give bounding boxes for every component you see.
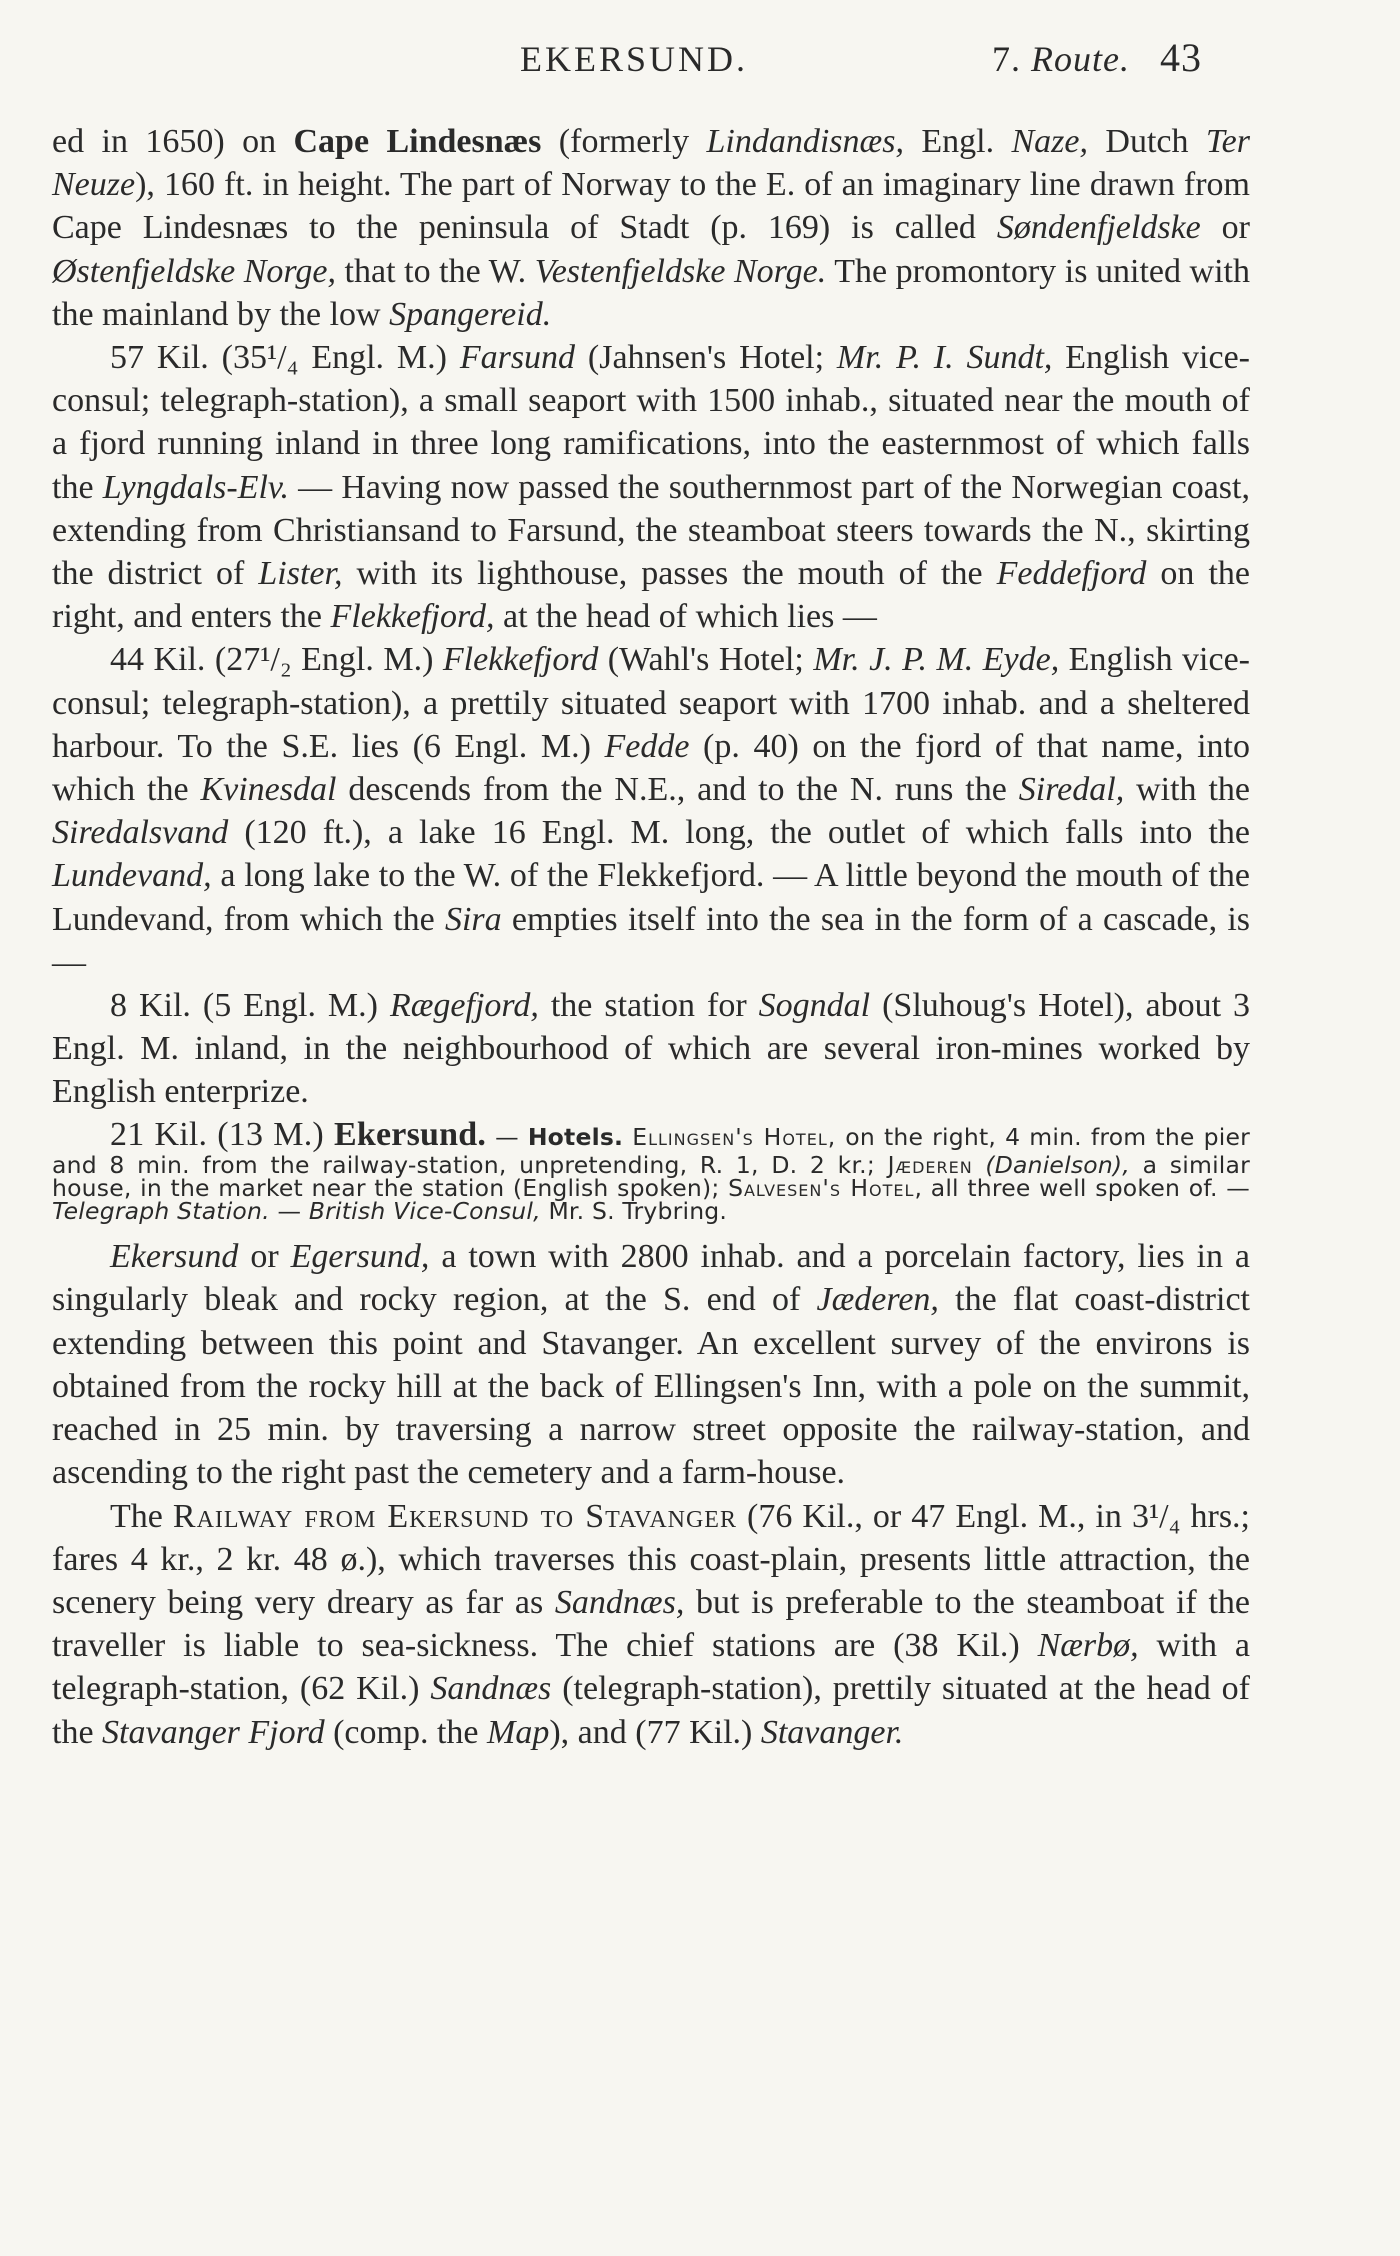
italic-term: Ter Neuze [52, 123, 1251, 204]
text-run: ), and (77 Kil.) [549, 1713, 761, 1751]
bold-term: Cape Lindesnæs [293, 123, 542, 160]
paragraph-cape-lindesnaes [52, 120, 1250, 336]
text-run: — Having now passed the southernmost part of the Norwegian coast, extending from Christiansand to Farsund, the steamboat steers towards the N., skirting the district of [52, 468, 1250, 593]
italic-term: Mr. J. P. M. Eyde, [813, 641, 1060, 679]
text-run: 57 Kil. (35¹/₄ Engl. M.) [110, 339, 460, 377]
italic-term: Spangereid. [389, 295, 552, 333]
italic-term: Nærbø, [1037, 1627, 1139, 1665]
page-body [52, 120, 1250, 1754]
hotels-label: Hotels. [527, 1122, 624, 1151]
italic-term: Telegraph Station. [52, 1197, 270, 1226]
italic-term: Feddefjord [996, 555, 1147, 593]
paragraph-railway [52, 1495, 1250, 1754]
text-run: Engl. [903, 123, 1012, 160]
text-run: a similar house, in the market near the station (English spoken); [52, 1150, 1250, 1202]
railway-name: Railway from Ekersund to Stavanger [172, 1497, 737, 1535]
text-run: a town with 2800 inhab. and a porcelain factory, lies in a singularly bleak and rocky region, at the S. end of [52, 1238, 1251, 1319]
italic-term: Østenfjeldske Norge, [52, 252, 336, 290]
text-run: (Sluhoug's Hotel), about 3 Engl. M. inland, in the neighbourhood of which are several iron-mines worked by English enterprize. [52, 987, 1250, 1111]
text-run: a long lake to the W. of the Flekkefjord. — A little beyond the mouth of the Lundevand, from which the [52, 857, 1250, 938]
place-heading: Ekersund. [334, 1115, 487, 1153]
route-word: Route. [1031, 39, 1130, 79]
text-run: Dutch [1087, 123, 1206, 160]
header-title: EKERSUND. [520, 39, 749, 79]
italic-term: Naze, [1011, 123, 1088, 160]
text-run: ed in 1650) on [52, 123, 294, 160]
text-run: or [238, 1238, 291, 1276]
italic-term: Vestenfjeldske Norge. [534, 252, 827, 290]
text-run: at the head of which lies — [494, 598, 877, 636]
italic-term: Stavanger Fjord [102, 1713, 325, 1751]
paragraph-farsund [52, 336, 1250, 638]
italic-term: Egersund, [290, 1238, 430, 1276]
text-run: with a telegraph-station, (62 Kil.) [52, 1627, 1250, 1708]
text-run: (telegraph-station), prettily situated at the head of the [52, 1670, 1250, 1751]
italic-term: Jæderen, [816, 1281, 939, 1319]
text-run: (Jahnsen's Hotel; [575, 339, 837, 377]
italic-term: Lyngdals-Elv. [102, 468, 289, 506]
italic-term: Siredalsvand [52, 814, 229, 852]
distance-lead: 21 Kil. (13 M.) [110, 1115, 334, 1153]
hotel-name: Ellingsen's Hotel, [632, 1122, 837, 1151]
italic-term: Lister, [258, 555, 343, 593]
text-run: empties itself into the sea in the form of a cascade, is — [52, 900, 1251, 981]
paragraph-flekkefjord [52, 638, 1250, 984]
text-run: that to the W. [335, 252, 535, 290]
text-run: Mr. S. Trybring. [540, 1197, 728, 1226]
hotel-name: Jæderen [887, 1150, 973, 1179]
italic-term: (Danielson), [985, 1150, 1130, 1179]
italic-term: Lindandisnæs, [706, 123, 904, 160]
text-run: with the [1124, 771, 1250, 809]
italic-term: Rægefjord, [389, 987, 539, 1025]
text-run: on the right, 4 min. from the pier and 8 min. from the railway-station, unpretending, R. 1, D. 2 kr.; [52, 1122, 1250, 1179]
italic-term: Farsund [459, 339, 576, 377]
italic-term: Sandnæs, [554, 1583, 685, 1621]
italic-term: Søndenfjeldske [996, 209, 1201, 247]
text-run: on the right, and enters the [52, 555, 1250, 636]
text-run: (formerly [541, 123, 707, 160]
text-run: 8 Kil. (5 Engl. M.) [110, 987, 390, 1025]
text-run: (76 Kil., or 47 Engl. M., in 3¹/₄ hrs.; fares 4 kr., 2 kr. 48 ø.), which traverses this coast-plain, presents little attraction, the scenery being very dreary as far as [52, 1497, 1250, 1621]
italic-term: Stavanger. [760, 1713, 904, 1751]
text-run: or [1200, 209, 1250, 247]
italic-term: Siredal, [1018, 771, 1125, 809]
text-run: with its lighthouse, passes the mouth of the [342, 555, 997, 593]
italic-term: Sogndal [758, 987, 871, 1025]
header-route [992, 38, 1130, 80]
italic-term: Sira [444, 900, 502, 938]
text-run: English vice-consul; telegraph-station), a prettily situated seaport with 1700 inhab. and a sheltered harbour. To the S.E. lies (6 Engl. M.) [52, 641, 1250, 765]
route-number: 7. [992, 39, 1021, 79]
text-run: 44 Kil. (27¹/₂ Engl. M.) [110, 641, 443, 679]
italic-term: Flekkefjord [442, 641, 599, 679]
hotel-name: Salvesen's Hotel [728, 1173, 915, 1202]
text-run: (120 ft.), a lake 16 Engl. M. long, the outlet of which falls into the [228, 814, 1250, 852]
text-run: The promontory is united with the mainland by the low [52, 252, 1251, 333]
text-run: (comp. the [324, 1713, 487, 1751]
italic-term: British Vice-Consul, [308, 1197, 541, 1226]
text-run: the flat coast-district extending between this point and Stavanger. An excellent survey of the environs is obtained from the rocky hill at the back of Ellingsen's Inn, with a pole on the summit, reached in 25 min. by traversing a narrow street opposite the railway-station, and ascending to the right past the cemetery and a farm-house. [52, 1281, 1250, 1492]
text-run: — [486, 1122, 528, 1151]
page-number: 43 [1160, 35, 1202, 80]
text-run: (p. 40) on the fjord of that name, into which the [52, 727, 1250, 809]
text-run: (Wahl's Hotel; [598, 641, 814, 679]
text-run: — [269, 1197, 309, 1226]
text-run: , all three well spoken of. — [914, 1173, 1250, 1202]
italic-term: Fedde [604, 727, 690, 765]
text-run: the station for [538, 987, 759, 1025]
italic-term: Lundevand, [52, 857, 212, 895]
italic-term: Mr. P. I. Sundt, [836, 339, 1053, 377]
running-header [52, 35, 1250, 88]
text-run: The [110, 1497, 173, 1535]
italic-term: Sandnæs [430, 1670, 552, 1708]
text-run [623, 1123, 632, 1151]
text-run: descends from the N.E., and to the N. runs the [336, 771, 1019, 809]
italic-term: Flekkefjord, [330, 598, 495, 636]
paragraph-ekersund-hotels [52, 1116, 1250, 1224]
paragraph-raegefjord [52, 984, 1250, 1114]
text-run: ), 160 ft. in height. The part of Norway to the E. of an imaginary line drawn from Cape Lindesnæs to the peninsula of Stadt (p. 169) is called [52, 166, 1250, 247]
text-run: English vice-consul; telegraph-station), a small seaport with 1500 inhab., situated near the mouth of a fjord running inland in three long ramifications, into the easternmost of which falls the [52, 339, 1250, 506]
italic-term: Kvinesdal [200, 771, 337, 809]
text-run: but is preferable to the steamboat if the traveller is liable to sea-sickness. The chief stations are (38 Kil.) [52, 1583, 1250, 1665]
paragraph-ekersund-town [52, 1235, 1250, 1494]
italic-term: Map [487, 1713, 550, 1751]
italic-term: Ekersund [110, 1238, 239, 1276]
